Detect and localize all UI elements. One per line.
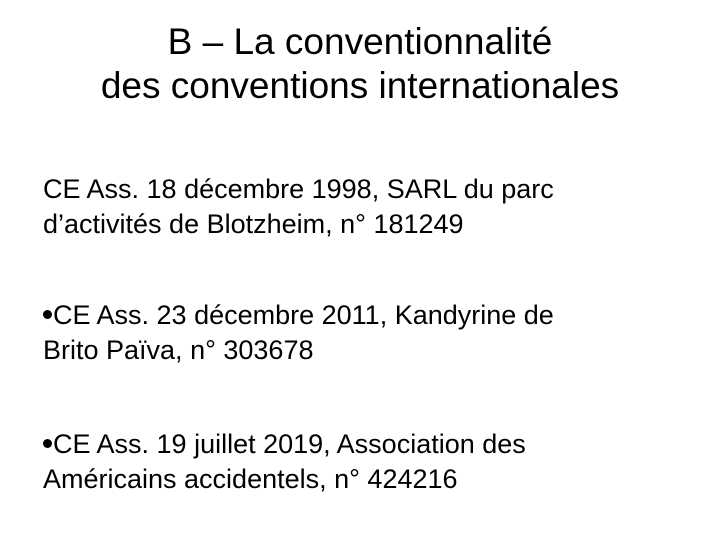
case-item-2-line-2: Brito Païva, n° 303678	[43, 335, 314, 365]
case-item-3	[43, 427, 693, 497]
case-item-1-line-1: CE Ass. 18 décembre 1998, SARL du parc	[43, 174, 554, 204]
case-item-3-line-2: Américains accidentels, n° 424216	[43, 464, 458, 494]
slide-title-line-2: des conventions internationales	[100, 65, 620, 106]
slide-title-line-1: B – La conventionnalité	[167, 21, 553, 62]
bullet-dot-icon	[43, 439, 52, 448]
bullet-dot-icon	[43, 310, 52, 319]
case-item-1	[43, 172, 693, 242]
slide-title	[0, 20, 720, 108]
case-item-3-line-1: CE Ass. 19 juillet 2019, Association des	[53, 429, 526, 459]
case-item-2	[43, 298, 693, 368]
case-item-1-line-2: d’activités de Blotzheim, n° 181249	[43, 209, 464, 239]
case-item-2-line-1: CE Ass. 23 décembre 2011, Kandyrine de	[53, 300, 554, 330]
